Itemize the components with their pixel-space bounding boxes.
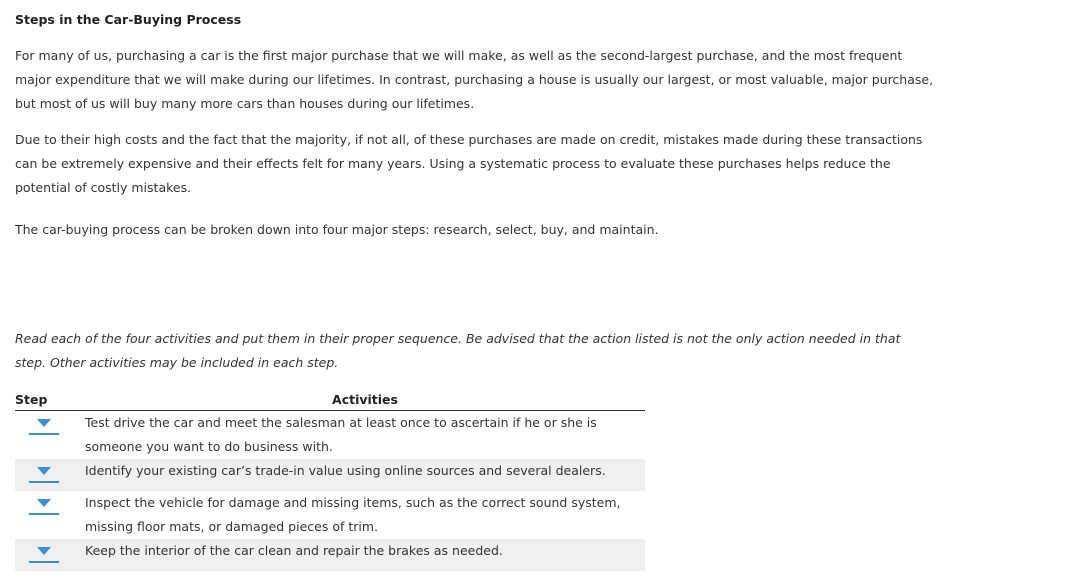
activity-text: Inspect the vehicle for damage and missing items, such as the correct sound system, missing floor mats, or damaged pieces of trim.: [85, 495, 621, 534]
chevron-down-icon: [37, 419, 51, 427]
intro-paragraph-2: Due to their high costs and the fact that the majority, if not all, of these purchases are made on credit, mistakes made during these transactions can be extremely expensive and their effects felt for many years. Using a systematic process to evaluate these purchases helps reduce the potential of costly mistakes.: [15, 132, 923, 195]
step-cell: [15, 491, 85, 539]
intro-paragraph-1: For many of us, purchasing a car is the first major purchase that we will make, as well as the second-largest purchase, and the most frequent major expenditure that we will make during our lifetimes. In contrast, purchasing a house is usually our largest, or most valuable, major purchase, but most of us will buy many more cars than houses during our lifetimes.: [15, 48, 934, 111]
activity-cell: [85, 411, 645, 460]
activity-cell: [85, 491, 645, 539]
step-dropdown-4[interactable]: [29, 541, 59, 563]
activities-column-header: Activities: [85, 388, 645, 411]
chevron-down-icon: [37, 547, 51, 555]
activity-text: Identify your existing car’s trade-in value using online sources and several dealers.: [85, 463, 606, 478]
table-row: [15, 459, 645, 491]
instructions-text: Read each of the four activities and put them in their proper sequence. Be advised that the action listed is not the only action needed in that step. Other activities may be included in each step.: [15, 331, 901, 370]
page-title: Steps in the Car-Buying Process: [15, 12, 242, 27]
table-header-row: [15, 388, 645, 411]
chevron-down-icon: [37, 467, 51, 475]
intro-paragraph-3: The car-buying process can be broken down into four major steps: research, select, buy, and maintain.: [15, 222, 659, 237]
step-cell: [15, 539, 85, 571]
activity-text: Keep the interior of the car clean and repair the brakes as needed.: [85, 543, 503, 558]
chevron-down-icon: [37, 499, 51, 507]
activity-text: Test drive the car and meet the salesman at least once to ascertain if he or she is someone you want to do business with.: [85, 415, 597, 454]
step-column-header: Step: [15, 388, 85, 411]
step-cell: [15, 459, 85, 491]
table-row: [15, 491, 645, 539]
step-dropdown-3[interactable]: [29, 493, 59, 515]
activity-cell: [85, 539, 645, 571]
table-row: [15, 539, 645, 571]
table-row: [15, 411, 645, 460]
sequence-table: [15, 388, 645, 571]
step-dropdown-2[interactable]: [29, 461, 59, 483]
activity-cell: [85, 459, 645, 491]
step-cell: [15, 411, 85, 460]
step-dropdown-1[interactable]: [29, 413, 59, 435]
